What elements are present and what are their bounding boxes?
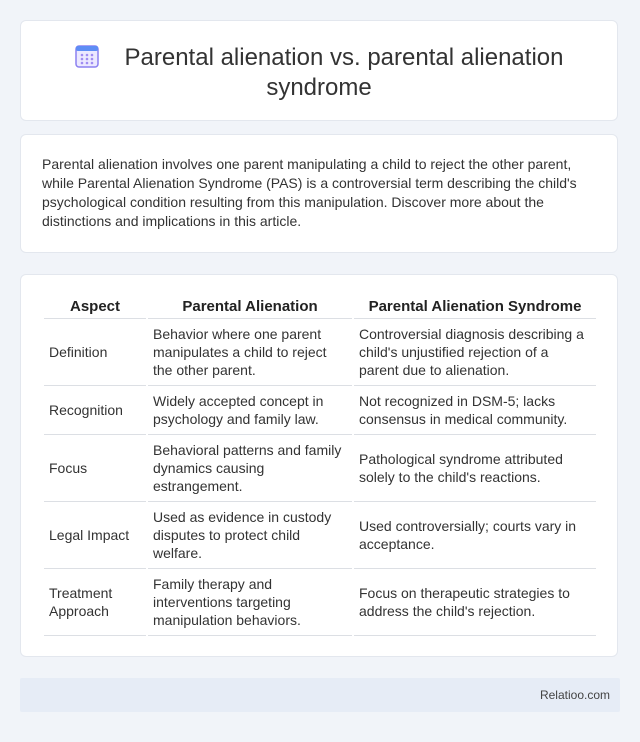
table-header-row	[44, 295, 596, 319]
comparison-card	[20, 274, 618, 657]
row-aspect: Legal Impact	[44, 502, 146, 569]
row-pa-cell: Used as evidence in custody disputes to protect child welfare.	[148, 502, 352, 569]
row-pas-cell: Not recognized in DSM-5; lacks consensus in medical community.	[354, 386, 596, 435]
page-title: Parental alienation vs. parental alienation syndrome	[124, 44, 564, 101]
row-aspect: Recognition	[44, 386, 146, 435]
calendar-icon	[75, 44, 99, 68]
intro-card	[20, 134, 618, 253]
footer-brand[interactable]: Relatioo.com	[539, 688, 610, 702]
row-pa-cell: Widely accepted concept in psychology and family law.	[148, 386, 352, 435]
row-pas-cell: Pathological syndrome attributed solely to the child's reactions.	[354, 435, 596, 502]
intro-paragraph: Parental alienation involves one parent manipulating a child to reject the other parent, while Parental Alienation Syndrome (PAS) is a controversial term describing the child's psychological condition resulting from this manipulation. Discover more about the distinctions and implications in this article.	[42, 156, 577, 229]
table-row	[44, 435, 596, 502]
row-pa-cell: Behavior where one parent manipulates a child to reject the other parent.	[148, 319, 352, 386]
table-row	[44, 319, 596, 386]
row-pa-cell: Family therapy and interventions targeting manipulation behaviors.	[148, 569, 352, 636]
header-aspect: Aspect	[44, 295, 146, 319]
row-aspect: Definition	[44, 319, 146, 386]
table-row	[44, 386, 596, 435]
title-card	[20, 20, 618, 121]
comparison-table	[42, 295, 598, 636]
table-row	[44, 502, 596, 569]
row-pa-cell: Behavioral patterns and family dynamics causing estrangement.	[148, 435, 352, 502]
page-title-wrap	[21, 43, 617, 103]
header-parental-alienation: Parental Alienation	[148, 295, 352, 319]
footer-bar	[20, 678, 620, 712]
row-pas-cell: Used controversially; courts vary in acceptance.	[354, 502, 596, 569]
row-aspect: Treatment Approach	[44, 569, 146, 636]
header-pas: Parental Alienation Syndrome	[354, 295, 596, 319]
row-aspect: Focus	[44, 435, 146, 502]
table-row	[44, 569, 596, 636]
row-pas-cell: Controversial diagnosis describing a child's unjustified rejection of a parent due to alienation.	[354, 319, 596, 386]
row-pas-cell: Focus on therapeutic strategies to address the child's rejection.	[354, 569, 596, 636]
